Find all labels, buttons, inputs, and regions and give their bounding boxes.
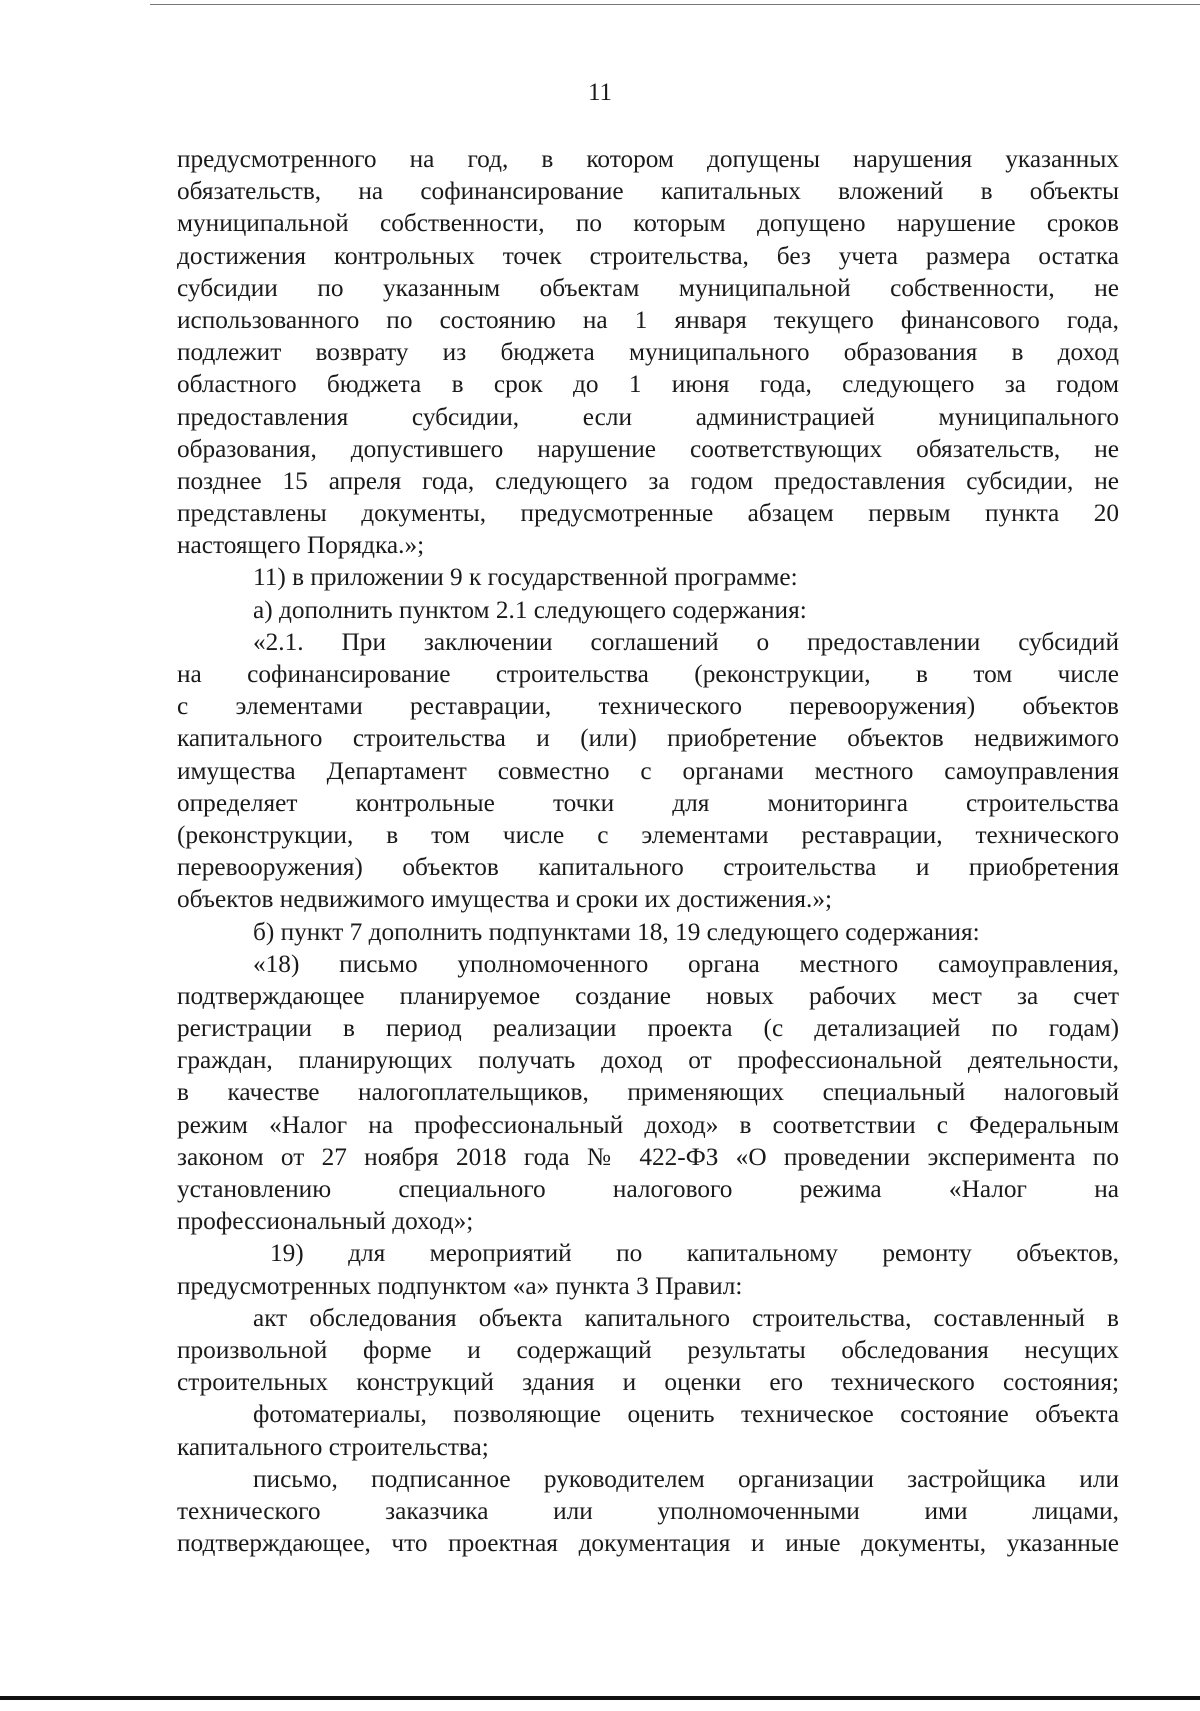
text-line: «2.1. При заключении соглашений о предоставлении субсидий (253, 627, 1119, 656)
text-line: муниципальной собственности, по которым допущено нарушение сроков (177, 209, 1119, 238)
text-line: профессиональный доход»; (177, 1207, 474, 1236)
text-line: предусмотренных подпунктом «а» пункта 3 Правил: (177, 1271, 743, 1300)
text-line: режим «Налог на профессиональный доход» в соответствии с Федеральным (177, 1110, 1119, 1139)
text-line: (реконструкции, в том числе с элементами реставрации, технического (177, 820, 1119, 849)
text-line: субсидии по указанным объектам муниципальной собственности, не (177, 273, 1119, 302)
text-line: 19) для мероприятий по капитальному ремонту объектов, (270, 1239, 1119, 1268)
text-line: предоставления субсидии, если администрацией муниципального (177, 402, 1119, 431)
text-line: обязательств, на софинансирование капитальных вложений в объекты (177, 177, 1119, 206)
text-line: акт обследования объекта капитального строительства, составленный в (253, 1303, 1119, 1332)
text-line: капитального строительства; (177, 1432, 489, 1461)
page-number: 11 (587, 79, 613, 106)
text-line: использованного по состоянию на 1 января текущего финансового года, (177, 305, 1119, 334)
text-line: технического заказчика или уполномоченными ими лицами, (177, 1496, 1119, 1525)
text-line: настоящего Порядка.»; (177, 531, 425, 560)
text-line: 11) в приложении 9 к государственной программе: (253, 563, 798, 592)
text-line: произвольной форме и содержащий результаты обследования несущих (177, 1335, 1119, 1364)
text-line: определяет контрольные точки для мониторинга строительства (177, 788, 1119, 817)
text-line: регистрации в период реализации проекта (с детализацией по годам) (177, 1014, 1119, 1043)
text-line: позднее 15 апреля года, следующего за годом предоставления субсидии, не (177, 466, 1119, 495)
text-line: б) пункт 7 дополнить подпунктами 18, 19 следующего содержания: (253, 917, 980, 946)
text-line: капитального строительства и (или) приобретение объектов недвижимого (177, 724, 1119, 753)
text-line: фотоматериалы, позволяющие оценить техническое состояние объекта (253, 1400, 1119, 1429)
text-line: с элементами реставрации, технического перевооружения) объектов (177, 692, 1119, 721)
text-line: подлежит возврату из бюджета муниципального образования в доход (177, 338, 1119, 367)
text-line: подтверждающее, что проектная документация и иные документы, указанные (177, 1529, 1119, 1558)
text-line: законом от 27 ноября 2018 года № 422-ФЗ «О проведении эксперимента по (177, 1142, 1119, 1171)
bottom-edge-line (0, 1696, 1200, 1700)
text-line: строительных конструкций здания и оценки его технического состояния; (177, 1368, 1119, 1397)
text-line: областного бюджета в срок до 1 июня года, следующего за годом (177, 370, 1119, 399)
text-line: достижения контрольных точек строительства, без учета размера остатка (177, 241, 1119, 270)
text-line: установлению специального налогового режима «Налог на (177, 1175, 1119, 1203)
text-line: «18) письмо уполномоченного органа местного самоуправления, (253, 949, 1119, 978)
text-line: письмо, подписанное руководителем организации застройщика или (253, 1464, 1119, 1493)
document-body (177, 143, 1119, 1559)
text-line: на софинансирование строительства (реконструкции, в том числе (177, 660, 1119, 688)
text-line: образования, допустившего нарушение соответствующих обязательств, не (177, 434, 1119, 463)
text-line: перевооружения) объектов капитального строительства и приобретения (177, 853, 1119, 882)
text-line: имущества Департамент совместно с органами местного самоуправления (177, 756, 1119, 785)
text-line: объектов недвижимого имущества и сроки их достижения.»; (177, 885, 833, 914)
text-line: граждан, планирующих получать доход от профессиональной деятельности, (177, 1046, 1119, 1075)
top-edge-line (150, 4, 1200, 5)
text-line: а) дополнить пунктом 2.1 следующего содержания: (253, 595, 807, 624)
text-line: представлены документы, предусмотренные абзацем первым пункта 20 (177, 499, 1119, 528)
text-line: предусмотренного на год, в котором допущены нарушения указанных (177, 145, 1119, 173)
text-line: в качестве налогоплательщиков, применяющих специальный налоговый (177, 1078, 1119, 1107)
text-line: подтверждающее планируемое создание новых рабочих мест за счет (177, 981, 1119, 1010)
